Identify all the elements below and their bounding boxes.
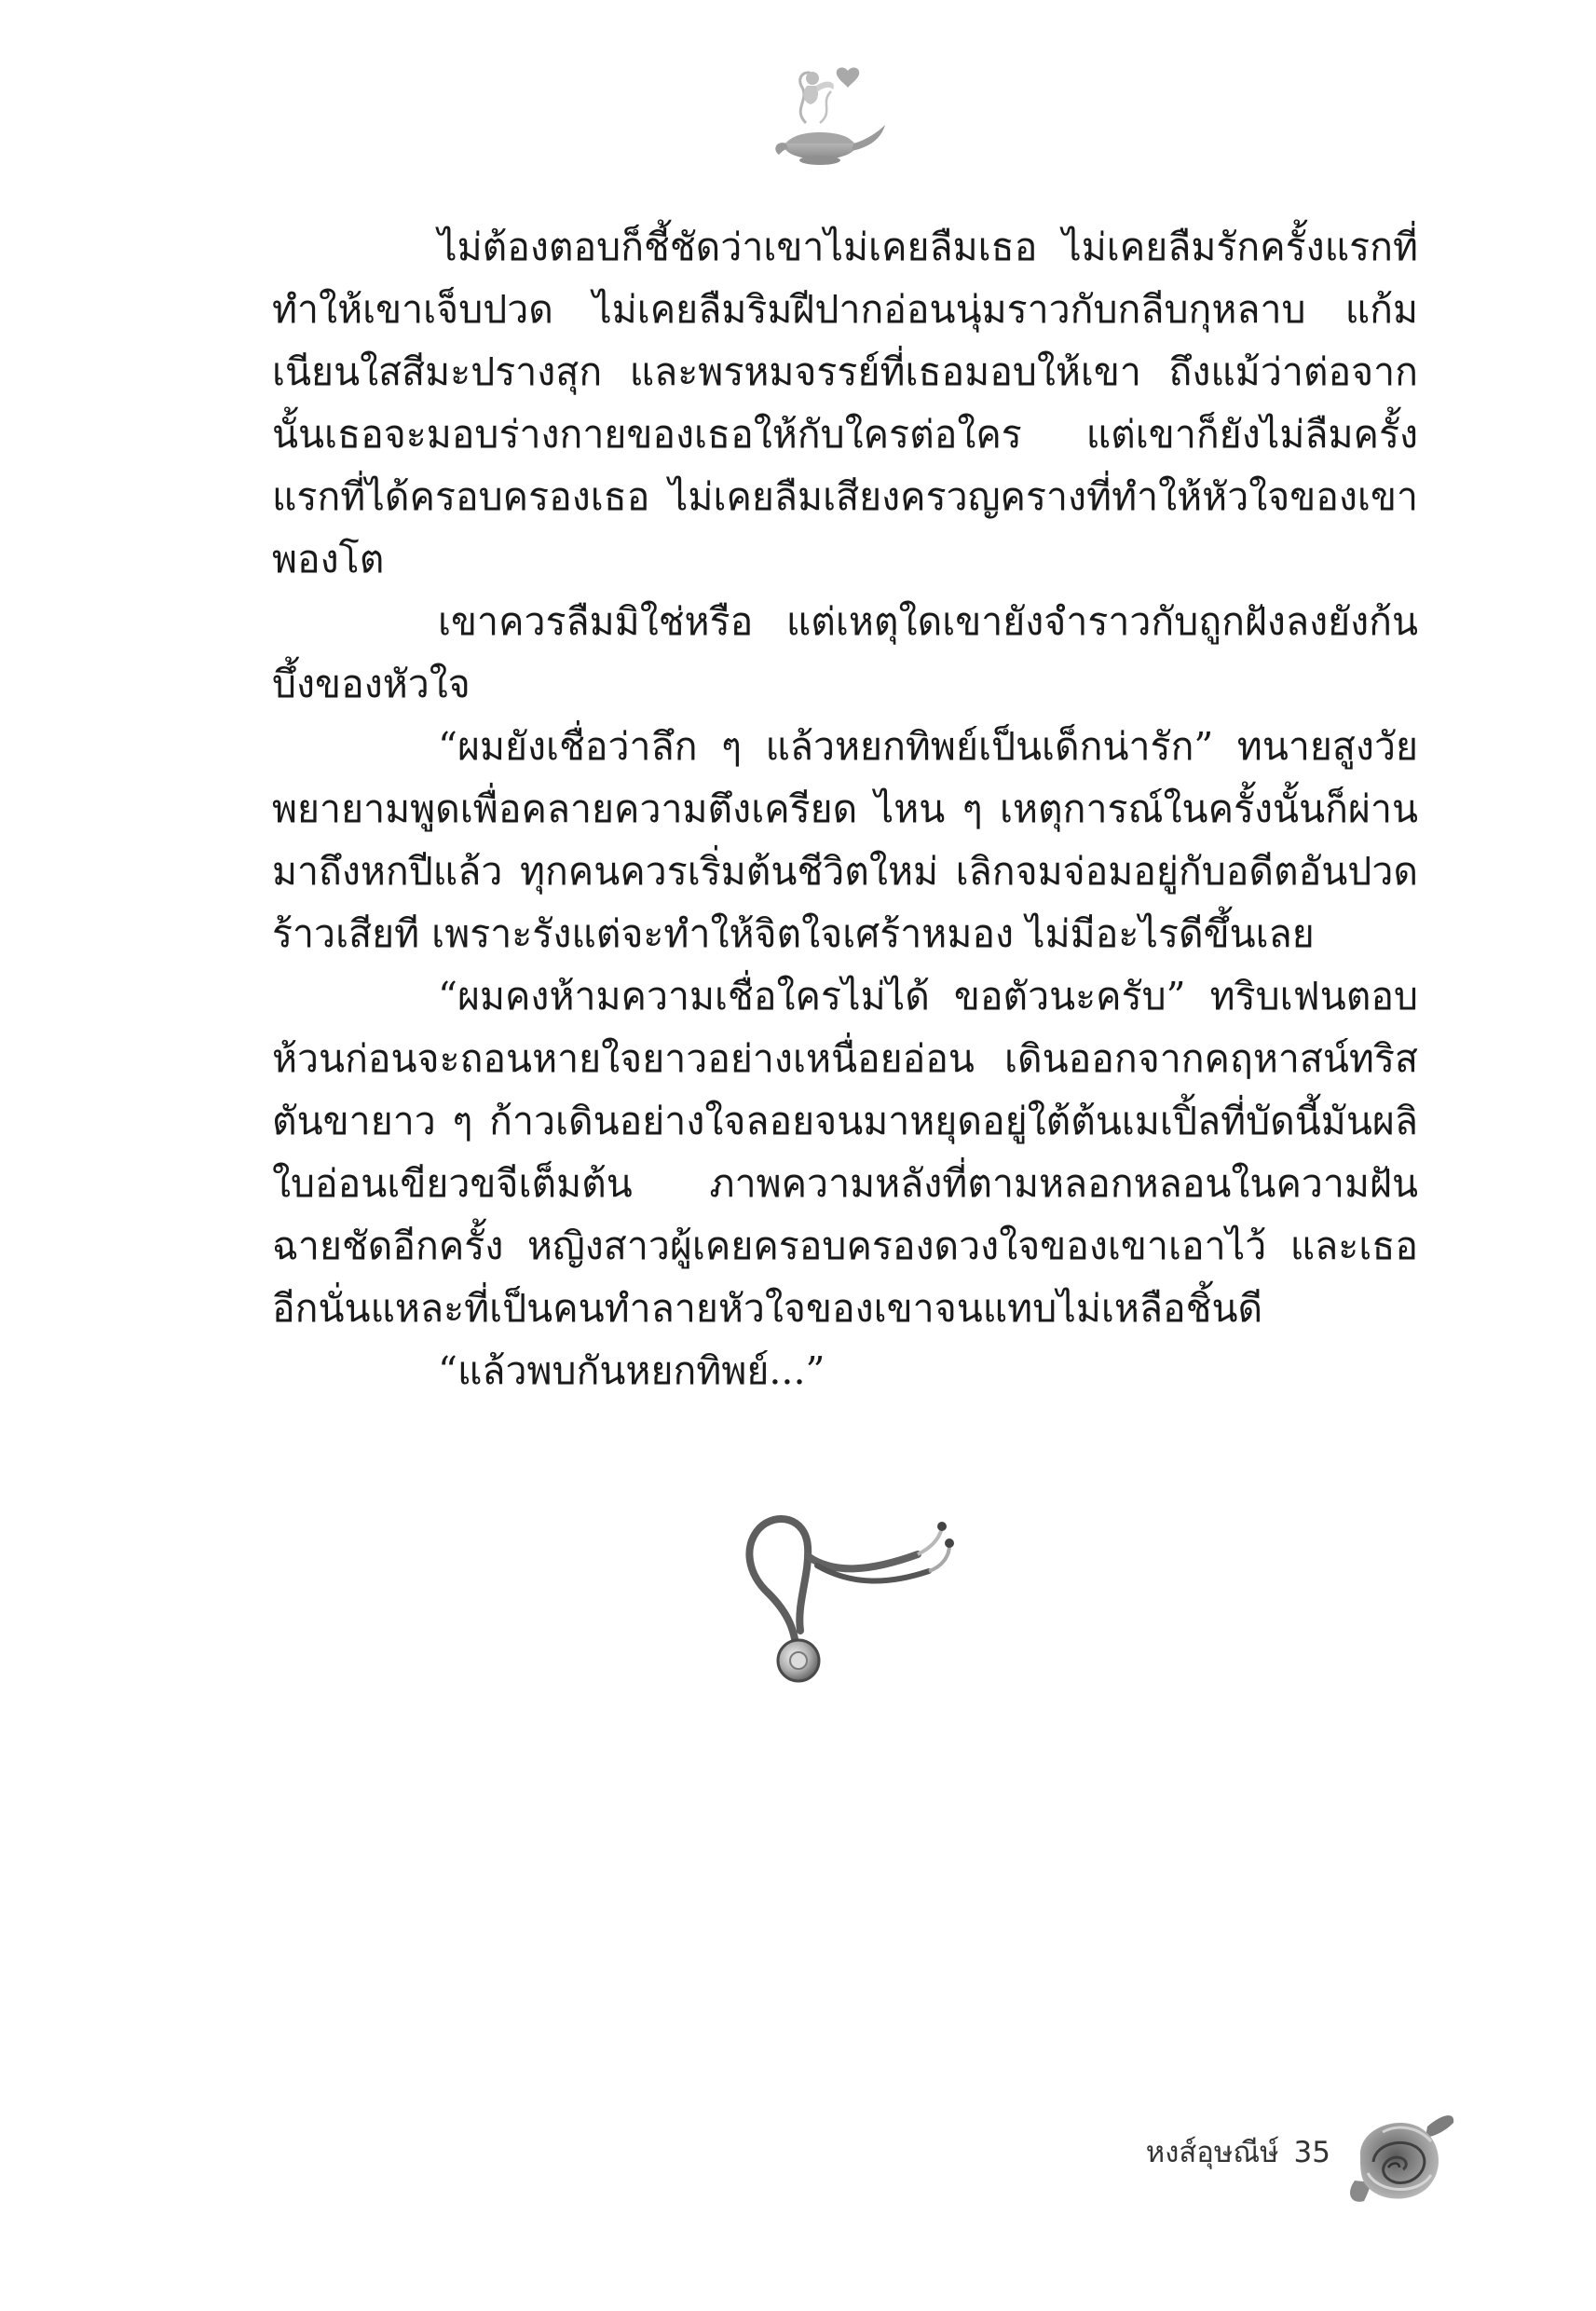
running-footer [1060,2134,1330,2171]
paragraph: ไม่ต้องตอบก็ชี้ชัดว่าเขาไม่เคยลืมเธอ ไม่เคยลืมรักครั้งแรกที่ทำให้เขาเจ็บปวด ไม่เคยลืมริมฝีปากอ่อนนุ่มราวกับกลีบกุหลาบ แก้มเนียนใสสีมะปรางสุก และพรหมจรรย์ที่เธอมอบให้เขา ถึงแม้ว่าต่อจากนั้นเธอจะมอบร่างกายของเธอให้กับใครต่อใคร แต่เขาก็ยังไม่ลืมครั้งแรกที่ได้ครอบครองเธอ ไม่เคยลืมเสียงครวญครางที่ทำให้หัวใจของเขาพองโต [272,225,1418,581]
paragraph: เขาควรลืมมิใช่หรือ แต่เหตุใดเขายังจำราวกับถูกฝังลงยังก้นบึ้งของหัวใจ [272,599,1418,706]
page-number: 35 [1293,2136,1330,2169]
paragraph: “ผมคงห้ามความเชื่อใครไม่ได้ ขอตัวนะครับ” ทริบเฟนตอบห้วนก่อนจะถอนหายใจยาวอย่างเหนื่อยอ่อน เดินออกจากคฤหาสน์ทริสตันขายาว ๆ ก้าวเดินอย่างใจลอยจนมาหยุดอยู่ใต้ต้นเมเปิ้ลที่บัดนี้มันผลิใบอ่อนเขียวขจีเต็มต้น ภาพความหลังที่ตามหลอกหลอนในความฝันฉายชัดอีกครั้ง หญิงสาวผู้เคยครอบครองดวงใจของเขาเอาไว้ และเธออีกนั่นแหละที่เป็นคนทำลายหัวใจของเขาจนแทบไม่เหลือชิ้นดี [272,974,1418,1331]
rose-icon [1345,2108,1457,2210]
cupid-teapot-icon [755,58,894,170]
book-title: หงส์อุษณีษ์ [1145,2136,1279,2169]
story-text [272,216,1418,1402]
paragraph: “ผมยังเชื่อว่าลึก ๆ แล้วหยกทิพย์เป็นเด็กน่ารัก” ทนายสูงวัยพยายามพูดเพื่อคลายความตึงเครียด ไหน ๆ เหตุการณ์ในครั้งนั้นก็ผ่านมาถึงหกปีแล้ว ทุกคนควรเริ่มต้นชีวิตใหม่ เลิกจมจ่อมอยู่กับอดีตอันปวดร้าวเสียที เพราะรังแต่จะทำให้จิตใจเศร้าหมอง ไม่มีอะไรดีขึ้นเลย [272,724,1418,956]
paragraph: “แล้วพบกันหยกทิพย์...” [438,1348,825,1393]
stethoscope-icon [731,1500,955,1687]
